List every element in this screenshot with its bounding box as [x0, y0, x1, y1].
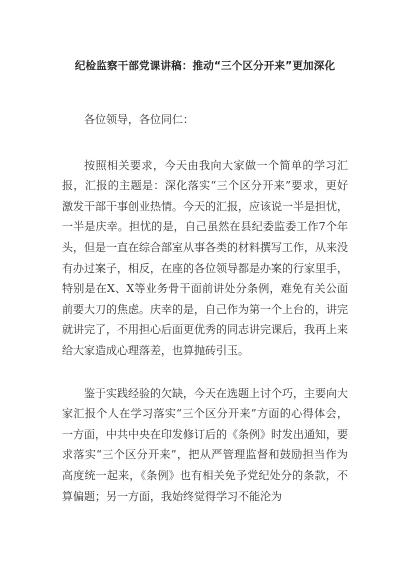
document-body [62, 110, 348, 507]
paragraph-spacer [62, 131, 348, 156]
greeting-line: 各位领导，各位同仁： [84, 113, 194, 126]
paragraph-spacer [62, 362, 348, 384]
body-paragraph-2: 鉴于实践经验的欠缺，今天在选题上讨个巧，主要向大家汇报个人在学习落实“三个区分开来”方面的心得体会，一方面，中共中央在印发修订后的《条例》时发出通知，要求落实“三个区分开来”，把从严管理监督和鼓励担当作为高度统一起来，《条例》也有相关免予党纪处分的条款，不算偏题；另一方面，我始终觉得学习不能沦为 [62, 386, 348, 503]
body-paragraph-1: 按照相关要求，今天由我向大家做一个简单的学习汇报，汇报的主题是：深化落实“三个区分开来”要求，更好激发干部干事创业热情。今天的汇报，应该说一半是担忧，一半是庆幸。担忧的是，自己虽然在县纪委监委工作7个年头，但是一直在综合部室从事各类的材料撰写工作，从来没有办过案子，相反，在座的各位领导都是办案的行家里手，特别是在X、X等业务骨干面前讲处分条例，难免有关公面前要大刀的焦虑。庆幸的是，自己作为第一个上台的，讲完就讲完了，不用担心后面更优秀的同志讲完课后，我再上来给大家造成心理落差，也算抛砖引玉。 [62, 158, 348, 357]
document-title: 纪检监察干部党课讲稿：推动“三个区分开来”更加深化 [74, 60, 336, 72]
